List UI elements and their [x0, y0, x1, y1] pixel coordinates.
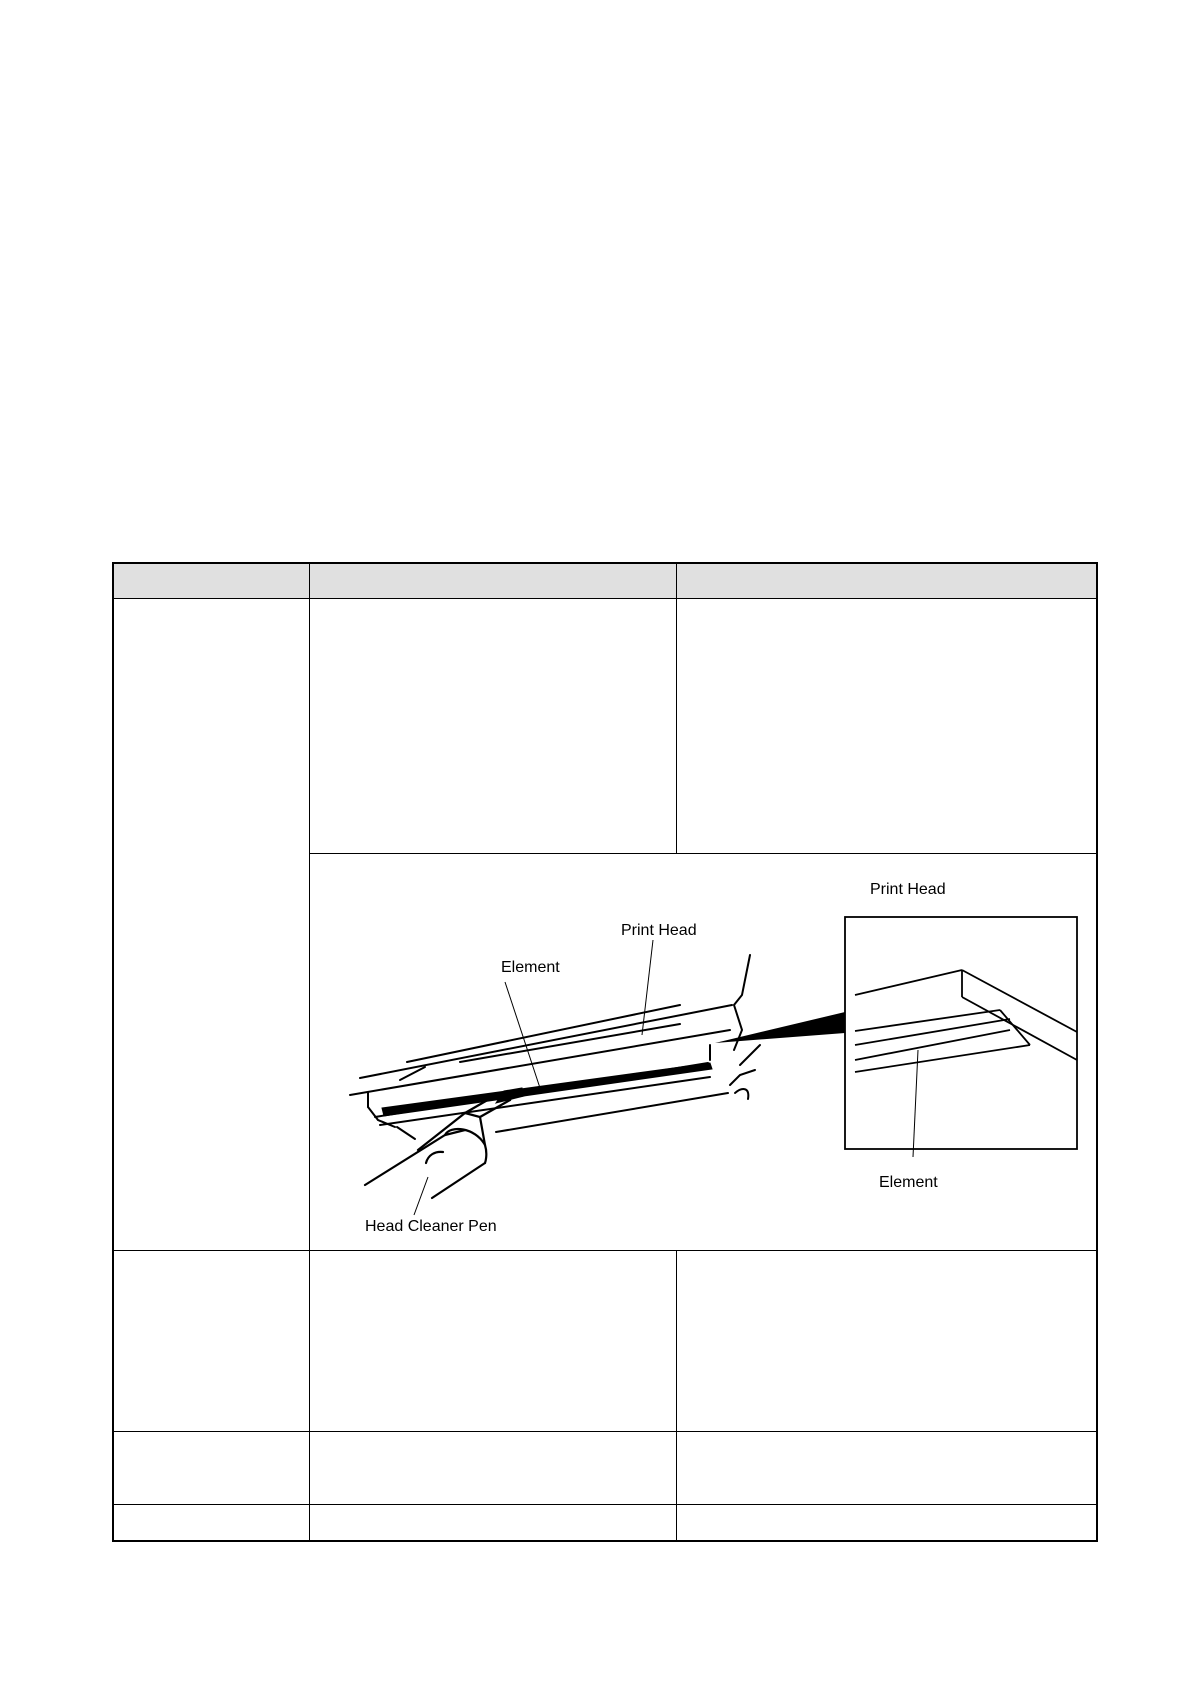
table-border-left	[112, 562, 114, 1542]
table-border-bottom	[112, 1540, 1098, 1542]
label-head-cleaner-pen: Head Cleaner Pen	[365, 1218, 497, 1235]
print-head-inset-illustration	[845, 917, 1077, 1149]
print-head-element-bar	[382, 1063, 712, 1116]
row-divider-4	[112, 1431, 1098, 1432]
row-divider-header	[112, 598, 1098, 599]
col-divider-2b	[676, 1250, 677, 1542]
label-element-inset: Element	[879, 1174, 938, 1191]
row-divider-figure-bottom	[112, 1250, 1098, 1251]
print-head-cleaning-figure	[310, 855, 1096, 1250]
leader-lines	[414, 940, 918, 1215]
col-divider-2a	[676, 562, 677, 853]
table-border-right	[1096, 562, 1098, 1542]
label-print-head-main: Print Head	[621, 922, 697, 939]
pointer-wedge	[715, 1012, 845, 1043]
row-divider-5	[112, 1504, 1098, 1505]
label-element-main: Element	[501, 959, 560, 976]
label-print-head-top: Print Head	[870, 881, 946, 898]
table-border-top	[112, 562, 1098, 564]
row-divider-figure-top	[309, 853, 1098, 854]
table-header-band	[113, 563, 1097, 598]
